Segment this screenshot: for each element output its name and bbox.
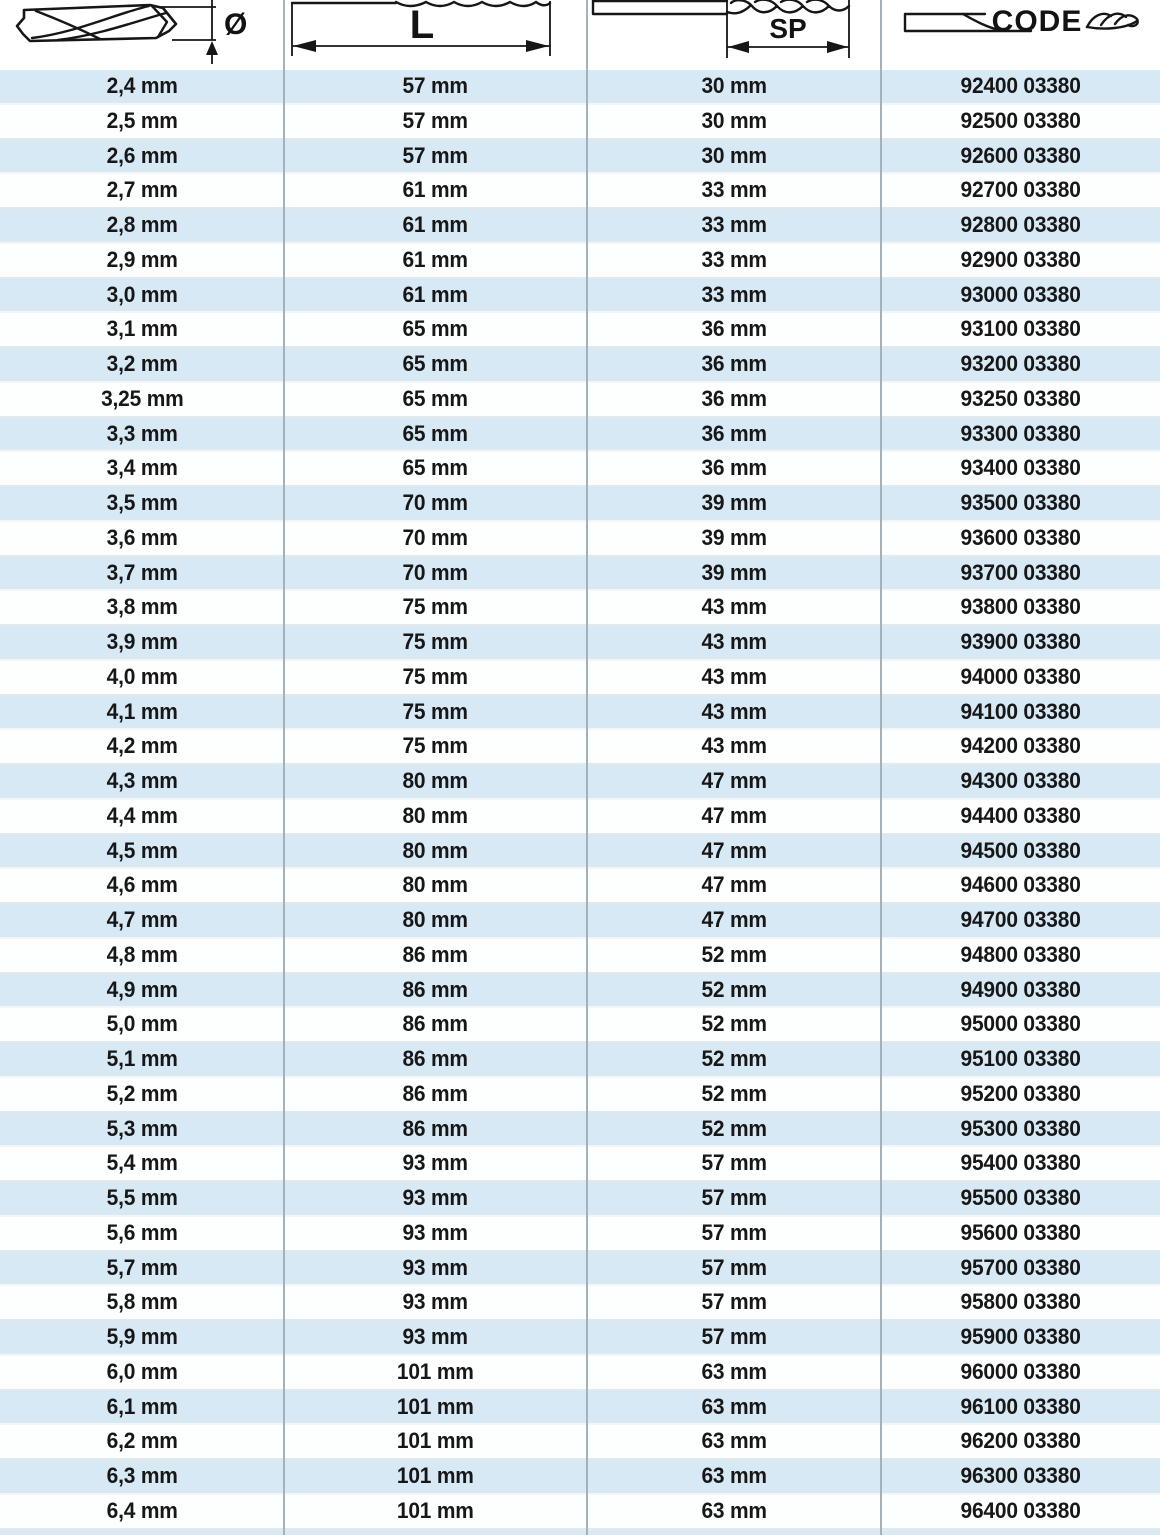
cell-length: 80 mm	[402, 768, 469, 794]
spiral-symbol: SP	[769, 13, 807, 44]
cell-code: 93000 03380	[960, 281, 1081, 307]
cell-diameter: 3,7 mm	[106, 559, 178, 585]
cell-length: 70 mm	[402, 524, 469, 550]
cell-length: 61 mm	[402, 246, 469, 272]
cell-length: 86 mm	[402, 976, 469, 1002]
spec-table-body	[0, 70, 1160, 1535]
cell-length: 101 mm	[397, 1428, 474, 1454]
table-row	[0, 522, 1160, 557]
cell-diameter: 3,1 mm	[106, 316, 178, 342]
cell-length: 75 mm	[402, 663, 469, 689]
cell-code: 94300 03380	[960, 768, 1081, 794]
cell-length: 57 mm	[402, 107, 469, 133]
cell-spiral-length: 57 mm	[701, 1219, 767, 1245]
table-row	[0, 939, 1160, 974]
cell-spiral-length: 43 mm	[701, 629, 767, 655]
cell-diameter: 4,4 mm	[106, 802, 178, 828]
cell-spiral-length: 47 mm	[701, 768, 767, 794]
cell-code: 95800 03380	[960, 1289, 1081, 1315]
table-row	[0, 1495, 1160, 1530]
cell-diameter: 3,0 mm	[106, 281, 178, 307]
cell-length: 80 mm	[402, 907, 469, 933]
cell-spiral-length: 63 mm	[701, 1497, 767, 1523]
cell-length: 57 mm	[402, 73, 469, 99]
cell-code: 96300 03380	[960, 1463, 1081, 1489]
cell-diameter: 5,4 mm	[106, 1150, 178, 1176]
cell-code: 95000 03380	[960, 1011, 1081, 1037]
table-row	[0, 557, 1160, 592]
cell-length: 93 mm	[402, 1219, 469, 1245]
cell-diameter: 3,6 mm	[106, 524, 178, 550]
cell-spiral-length: 47 mm	[701, 907, 767, 933]
drill-bit-overall-length-icon	[284, 0, 587, 70]
cell-code: 95200 03380	[960, 1080, 1081, 1106]
cell-spiral-length: 43 mm	[701, 733, 767, 759]
cell-spiral-length: 36 mm	[701, 351, 767, 377]
cell-code: 92500 03380	[960, 107, 1081, 133]
table-row	[0, 1460, 1160, 1495]
cell-length: 70 mm	[402, 490, 469, 516]
cell-code: 92400 03380	[960, 73, 1081, 99]
cell-length: 93 mm	[402, 1254, 469, 1280]
table-row-partial	[0, 1530, 1160, 1535]
cell-diameter: 5,1 mm	[106, 1046, 178, 1072]
cell-spiral-length: 39 mm	[701, 524, 767, 550]
cell-diameter: 3,9 mm	[106, 629, 178, 655]
cell-spiral-length: 36 mm	[701, 385, 767, 411]
cell-spiral-length: 33 mm	[701, 177, 767, 203]
table-row	[0, 244, 1160, 279]
cell-length: 86 mm	[402, 1011, 469, 1037]
cell-diameter: 2,7 mm	[106, 177, 178, 203]
cell-diameter: 5,7 mm	[106, 1254, 178, 1280]
table-row	[0, 279, 1160, 314]
cell-diameter: 3,8 mm	[106, 594, 178, 620]
cell-spiral-length: 57 mm	[701, 1289, 767, 1315]
cell-code: 93500 03380	[960, 490, 1081, 516]
cell-spiral-length: 52 mm	[701, 976, 767, 1002]
table-row	[0, 348, 1160, 383]
cell-code: 94600 03380	[960, 872, 1081, 898]
cell-length: 61 mm	[402, 177, 469, 203]
cell-code: 96200 03380	[960, 1428, 1081, 1454]
table-row	[0, 313, 1160, 348]
cell-code: 92700 03380	[960, 177, 1081, 203]
cell-code: 93400 03380	[960, 455, 1081, 481]
cell-code: 95100 03380	[960, 1046, 1081, 1072]
table-row	[0, 418, 1160, 453]
cell-diameter: 5,8 mm	[106, 1289, 178, 1315]
table-row	[0, 1321, 1160, 1356]
cell-spiral-length: 33 mm	[701, 246, 767, 272]
cell-diameter: 4,8 mm	[106, 941, 178, 967]
cell-code: 93600 03380	[960, 524, 1081, 550]
table-row	[0, 1078, 1160, 1113]
cell-code: 93900 03380	[960, 629, 1081, 655]
cell-code: 93200 03380	[960, 351, 1081, 377]
cell-code: 94900 03380	[960, 976, 1081, 1002]
cell-length: 65 mm	[402, 316, 469, 342]
cell-spiral-length: 57 mm	[701, 1324, 767, 1350]
cell-diameter: 3,3 mm	[106, 420, 178, 446]
table-row	[0, 1113, 1160, 1148]
cell-diameter: 3,4 mm	[106, 455, 178, 481]
cell-spiral-length: 39 mm	[701, 559, 767, 585]
cell-code: 96100 03380	[960, 1393, 1081, 1419]
diameter-symbol: Ø	[224, 8, 248, 41]
cell-spiral-length: 63 mm	[701, 1428, 767, 1454]
cell-diameter: 5,3 mm	[106, 1115, 178, 1141]
cell-diameter: 6,4 mm	[106, 1497, 178, 1523]
length-symbol: L	[409, 3, 435, 47]
cell-length: 101 mm	[397, 1393, 474, 1419]
cell-code: 93100 03380	[960, 316, 1081, 342]
table-row	[0, 383, 1160, 418]
cell-code: 95700 03380	[960, 1254, 1081, 1280]
table-row	[0, 1425, 1160, 1460]
column-divider	[880, 0, 882, 1535]
cell-diameter: 2,9 mm	[106, 246, 178, 272]
table-row	[0, 1043, 1160, 1078]
cell-spiral-length: 47 mm	[701, 802, 767, 828]
cell-code: 94500 03380	[960, 837, 1081, 863]
cell-diameter: 5,6 mm	[106, 1219, 178, 1245]
cell-diameter: 3,2 mm	[106, 351, 178, 377]
cell-spiral-length: 30 mm	[701, 142, 767, 168]
table-row	[0, 1356, 1160, 1391]
cell-diameter: 5,9 mm	[106, 1324, 178, 1350]
cell-code: 94100 03380	[960, 698, 1081, 724]
cell-length: 101 mm	[397, 1358, 474, 1384]
table-row	[0, 835, 1160, 870]
cell-diameter: 4,3 mm	[106, 768, 178, 794]
cell-diameter	[0, 1530, 284, 1535]
table-row	[0, 1217, 1160, 1252]
cell-length: 80 mm	[402, 802, 469, 828]
cell-spiral-length	[587, 1530, 881, 1535]
cell-spiral-length: 52 mm	[701, 1080, 767, 1106]
cell-spiral-length: 52 mm	[701, 941, 767, 967]
table-row	[0, 1286, 1160, 1321]
cell-spiral-length: 47 mm	[701, 837, 767, 863]
cell-diameter: 2,5 mm	[106, 107, 178, 133]
cell-length: 86 mm	[402, 941, 469, 967]
cell-code: 93250 03380	[960, 385, 1081, 411]
cell-code: 96000 03380	[960, 1358, 1081, 1384]
cell-diameter: 4,6 mm	[106, 872, 178, 898]
cell-spiral-length: 47 mm	[701, 872, 767, 898]
cell-code: 94700 03380	[960, 907, 1081, 933]
cell-length: 70 mm	[402, 559, 469, 585]
cell-length: 86 mm	[402, 1115, 469, 1141]
table-row	[0, 1182, 1160, 1217]
cell-spiral-length: 43 mm	[701, 663, 767, 689]
cell-code: 95500 03380	[960, 1185, 1081, 1211]
cell-code: 95600 03380	[960, 1219, 1081, 1245]
cell-diameter: 6,1 mm	[106, 1393, 178, 1419]
table-row	[0, 1008, 1160, 1043]
cell-diameter: 5,2 mm	[106, 1080, 178, 1106]
table-row	[0, 452, 1160, 487]
cell-length: 75 mm	[402, 594, 469, 620]
cell-length: 57 mm	[402, 142, 469, 168]
cell-spiral-length: 36 mm	[701, 316, 767, 342]
cell-diameter: 4,1 mm	[106, 698, 178, 724]
cell-diameter: 2,4 mm	[106, 73, 178, 99]
table-row	[0, 974, 1160, 1009]
table-row	[0, 140, 1160, 175]
cell-spiral-length: 57 mm	[701, 1150, 767, 1176]
cell-code: 93800 03380	[960, 594, 1081, 620]
cell-spiral-length: 63 mm	[701, 1393, 767, 1419]
cell-diameter: 6,3 mm	[106, 1463, 178, 1489]
code-symbol: CODE	[991, 5, 1083, 38]
table-row	[0, 591, 1160, 626]
column-divider	[586, 0, 588, 1535]
table-row	[0, 765, 1160, 800]
table-row	[0, 1147, 1160, 1182]
cell-diameter: 4,5 mm	[106, 837, 178, 863]
cell-code: 95900 03380	[960, 1324, 1081, 1350]
cell-code: 94200 03380	[960, 733, 1081, 759]
table-row	[0, 487, 1160, 522]
table-row	[0, 174, 1160, 209]
table-row	[0, 661, 1160, 696]
cell-length: 80 mm	[402, 872, 469, 898]
cell-length: 86 mm	[402, 1080, 469, 1106]
cell-spiral-length: 36 mm	[701, 420, 767, 446]
cell-spiral-length: 30 mm	[701, 73, 767, 99]
cell-code: 94400 03380	[960, 802, 1081, 828]
table-row	[0, 869, 1160, 904]
table-header	[0, 0, 1160, 70]
drill-bit-flute-length-icon	[587, 0, 881, 70]
table-row	[0, 800, 1160, 835]
cell-length: 80 mm	[402, 837, 469, 863]
table-row	[0, 730, 1160, 765]
cell-spiral-length: 52 mm	[701, 1046, 767, 1072]
cell-spiral-length: 52 mm	[701, 1115, 767, 1141]
column-divider	[283, 0, 285, 1535]
cell-spiral-length: 39 mm	[701, 490, 767, 516]
cell-code: 92600 03380	[960, 142, 1081, 168]
cell-spiral-length: 33 mm	[701, 212, 767, 238]
cell-length: 75 mm	[402, 629, 469, 655]
table-row	[0, 904, 1160, 939]
cell-code: 95400 03380	[960, 1150, 1081, 1176]
cell-length: 93 mm	[402, 1324, 469, 1350]
drill-bit-code-icon	[881, 0, 1160, 70]
cell-code: 94800 03380	[960, 941, 1081, 967]
cell-length: 93 mm	[402, 1185, 469, 1211]
table-row	[0, 70, 1160, 105]
table-row	[0, 696, 1160, 731]
cell-code: 92800 03380	[960, 212, 1081, 238]
cell-spiral-length: 57 mm	[701, 1185, 767, 1211]
cell-code: 93300 03380	[960, 420, 1081, 446]
cell-spiral-length: 36 mm	[701, 455, 767, 481]
cell-spiral-length: 30 mm	[701, 107, 767, 133]
cell-length: 65 mm	[402, 455, 469, 481]
cell-diameter: 2,6 mm	[106, 142, 178, 168]
cell-length: 65 mm	[402, 351, 469, 377]
cell-length: 61 mm	[402, 212, 469, 238]
cell-length: 65 mm	[402, 385, 469, 411]
table-row	[0, 626, 1160, 661]
cell-length: 93 mm	[402, 1150, 469, 1176]
cell-diameter: 3,5 mm	[106, 490, 178, 516]
table-row	[0, 1252, 1160, 1287]
cell-diameter: 4,9 mm	[106, 976, 178, 1002]
cell-spiral-length: 33 mm	[701, 281, 767, 307]
cell-code: 92900 03380	[960, 246, 1081, 272]
cell-code	[881, 1530, 1160, 1535]
cell-spiral-length: 63 mm	[701, 1463, 767, 1489]
cell-length: 75 mm	[402, 733, 469, 759]
cell-diameter: 5,0 mm	[106, 1011, 178, 1037]
cell-length: 86 mm	[402, 1046, 469, 1072]
drill-bit-tip-diameter-icon	[0, 0, 284, 70]
cell-length: 65 mm	[402, 420, 469, 446]
cell-spiral-length: 43 mm	[701, 698, 767, 724]
table-row	[0, 1391, 1160, 1426]
cell-length: 101 mm	[397, 1497, 474, 1523]
cell-length: 101 mm	[397, 1463, 474, 1489]
cell-length: 61 mm	[402, 281, 469, 307]
cell-code: 93700 03380	[960, 559, 1081, 585]
cell-spiral-length: 63 mm	[701, 1358, 767, 1384]
table-row	[0, 105, 1160, 140]
cell-diameter: 2,8 mm	[106, 212, 178, 238]
cell-length: 93 mm	[402, 1289, 469, 1315]
table-row	[0, 209, 1160, 244]
cell-code: 95300 03380	[960, 1115, 1081, 1141]
cell-diameter: 4,0 mm	[106, 663, 178, 689]
cell-diameter: 5,5 mm	[106, 1185, 178, 1211]
cell-diameter: 4,2 mm	[106, 733, 178, 759]
cell-diameter: 6,2 mm	[106, 1428, 178, 1454]
cell-diameter: 6,0 mm	[106, 1358, 178, 1384]
cell-spiral-length: 43 mm	[701, 594, 767, 620]
cell-code: 96400 03380	[960, 1497, 1081, 1523]
cell-spiral-length: 52 mm	[701, 1011, 767, 1037]
cell-length: 75 mm	[402, 698, 469, 724]
cell-diameter: 4,7 mm	[106, 907, 178, 933]
cell-spiral-length: 57 mm	[701, 1254, 767, 1280]
cell-code: 94000 03380	[960, 663, 1081, 689]
cell-diameter: 3,25 mm	[100, 385, 184, 411]
cell-length	[284, 1530, 587, 1535]
